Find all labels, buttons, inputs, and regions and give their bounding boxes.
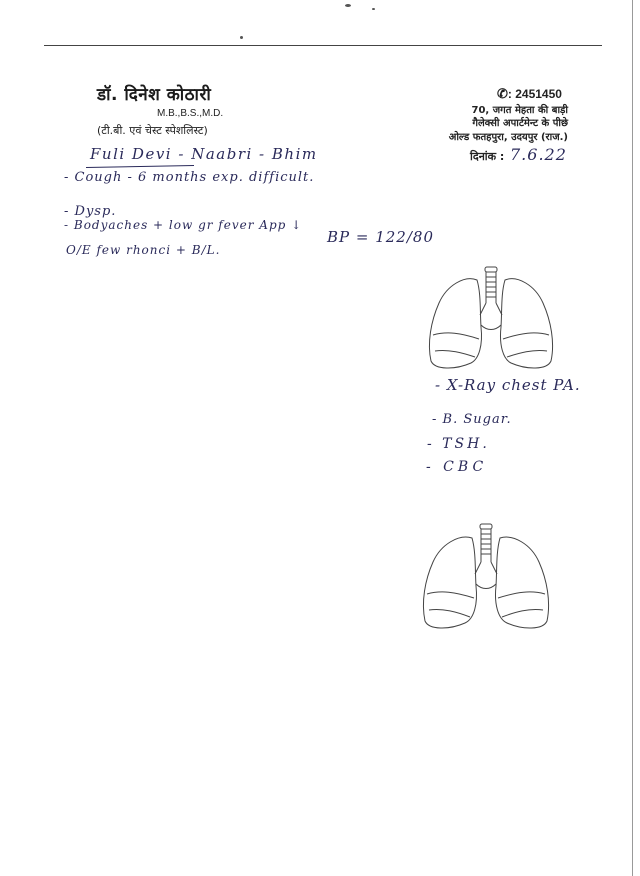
scan-speck [345,4,351,7]
scan-speck [240,36,243,39]
patient-details: Fuli Devi - Naabri - Bhim [90,145,318,163]
complaint-cough: - Cough - 6 months exp. difficult. [64,170,315,185]
doctor-name: डॉ. दिनेश कोठारी [97,85,212,105]
doctor-specialty: (टी.बी. एवं चेस्ट स्पेशलिस्ट) [97,124,208,137]
investigation-xray: - X-Ray chest PA. [435,376,581,394]
complaint-dyspnea: - Dysp. [64,204,117,219]
blood-pressure: BP = 122/80 [327,228,434,246]
date-label: दिनांक : [470,150,505,163]
investigation-tsh: - TSH. [427,436,490,452]
phone-icon: ✆ [497,86,508,101]
investigation-cbc: - CBC [426,459,488,475]
phone-number: : 2451450 [507,87,562,101]
phone-line [497,86,562,102]
investigation-sugar: - B. Sugar. [432,412,512,427]
examination-findings: O/E few rhonci + B/L. [66,243,221,257]
doctor-degrees: M.B.,B.S.,M.D. [157,108,224,119]
lungs-diagram-icon [425,265,557,380]
address-line-2: गैलेक्सी अपार्टमेन्ट के पीछे [472,118,568,129]
address-line-1: 70, जगत मेहता की बाड़ी [471,105,568,116]
complaint-bodyache: - Bodyaches + low gr fever App ↓ [64,218,303,232]
header-divider [44,45,602,46]
scan-speck [372,8,375,10]
address-line-3: ओल्ड फतहपुरा, उदयपुर (राज.) [448,132,568,143]
patient-underline [86,165,194,168]
lungs-diagram-icon [419,522,553,640]
handwritten-date: 7.6.22 [510,145,567,164]
page-edge [632,0,633,876]
